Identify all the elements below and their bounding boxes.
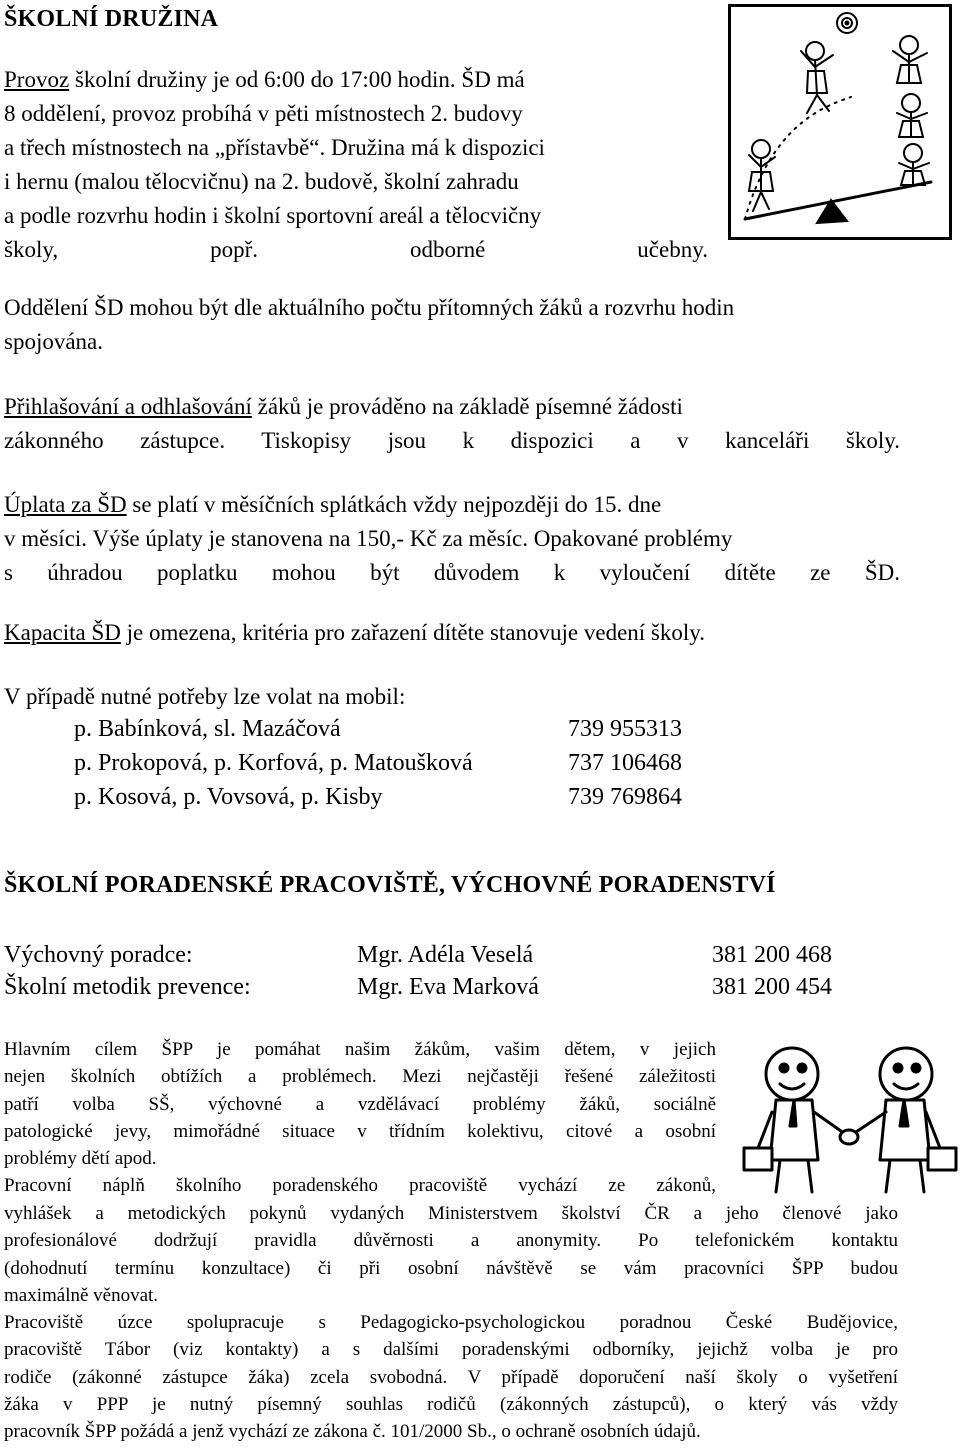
link-provoz[interactable]: Provoz xyxy=(4,67,70,92)
link-prihlasovani[interactable]: Přihlašování a odhlašování xyxy=(4,394,252,419)
text-line: nejen školních obtížích a problémech. Mezi nejčastěji řešené záležitosti xyxy=(4,1066,716,1088)
text-line: vyhlášek a metodických pokynů vydaných Ministerstvem školství ČR a jeho členové jako xyxy=(4,1203,898,1224)
text-line: s úhradou poplatku mohou být důvodem k vyloučení dítěte ze ŠD. xyxy=(4,560,900,585)
spp-text-bottom xyxy=(4,1200,898,1446)
text-line: spojována. xyxy=(4,329,104,354)
staff-name: Mgr. Adéla Veselá xyxy=(357,942,534,968)
seesaw-children-icon xyxy=(731,7,949,237)
handshake-icon xyxy=(740,1040,960,1200)
handshake-businessmen-illustration xyxy=(740,1040,960,1200)
text-line: školy, popř. odborné učebny. xyxy=(4,237,708,262)
text-line: je omezena, kritéria pro zařazení dítěte stanovuje vedení školy. xyxy=(120,620,706,645)
section-title-skolni-druzina: ŠKOLNÍ DRUŽINA xyxy=(4,6,219,32)
staff-role: Výchovný poradce: xyxy=(4,942,193,968)
contact-phone[interactable]: 737 106468 xyxy=(568,750,682,776)
text-line: pracovník ŠPP požádá a jenž vychází ze zákona č. 101/2000 Sb., o ochraně osobních údajů. xyxy=(4,1421,701,1443)
staff-role: Školní metodik prevence: xyxy=(4,974,251,1000)
text-line: v měsíci. Výše úplaty je stanovena na 150,- Kč za měsíc. Opakované problémy xyxy=(4,526,733,551)
text-line: Hlavním cílem ŠPP je pomáhat našim žákům, vašim dětem, v jejich xyxy=(4,1039,716,1060)
text-line: pracoviště Tábor (viz kontakty) a s dalšími poradenskými odborníky, jejichž volba je pro xyxy=(4,1339,898,1361)
contact-row xyxy=(74,712,341,746)
text-line: se platí v měsíčních splátkách vždy nejpozději do 15. dne xyxy=(126,492,662,517)
text-line: i hernu (malou tělocvičnu) na 2. budově, školní zahradu xyxy=(4,169,519,194)
staff-name: Mgr. Eva Marková xyxy=(357,974,539,1000)
spp-text-top xyxy=(4,1036,716,1200)
text-line: Pracovní náplň školního poradenského pracoviště vychází ze zákonů, xyxy=(4,1175,716,1197)
text-line: profesionálové dodržují pravidla důvěrnosti a anonymity. Po telefonickém kontaktu xyxy=(4,1230,898,1252)
text-line: problémy dětí apod. xyxy=(4,1148,157,1170)
staff-phone[interactable]: 381 200 454 xyxy=(712,974,832,1000)
contact-names: p. Kosová, p. Vovsová, p. Kisby xyxy=(74,784,383,810)
contact-phone[interactable]: 739 955313 xyxy=(568,716,682,742)
paragraph-kapacita xyxy=(4,616,904,650)
contact-names: p. Prokopová, p. Korfová, p. Matoušková xyxy=(74,750,473,776)
seesaw-children-illustration xyxy=(728,4,952,240)
contact-row xyxy=(74,780,382,814)
text-line: Pracoviště úzce spolupracuje s Pedagogicko-psychologickou poradnou České Budějovice, xyxy=(4,1312,898,1334)
mobile-intro: V případě nutné potřeby lze volat na mobil: xyxy=(4,684,406,709)
text-line: Oddělení ŠD mohou být dle aktuálního počtu přítomných žáků a rozvrhu hodin xyxy=(4,295,735,320)
text-line: zákonného zástupce. Tiskopisy jsou k dispozici a v kanceláři školy. xyxy=(4,428,900,453)
text-line: školní družiny je od 6:00 do 17:00 hodin. ŠD má xyxy=(69,67,525,92)
text-line: patří volba SŠ, výchovné a vzdělávací problémy žáků, sociálně xyxy=(4,1093,716,1115)
text-line: žáka v PPP je nutný písemný souhlas rodičů (zákonných zástupců), o který vás vždy xyxy=(4,1394,898,1416)
text-line: (dohodnutí termínu konzultace) či při osobní návštěvě se vám pracovníci ŠPP budou xyxy=(4,1257,898,1279)
paragraph-oddeleni xyxy=(4,291,904,359)
text-line: žáků je prováděno na základě písemné žádosti xyxy=(251,394,683,419)
text-line: a podle rozvrhu hodin i školní sportovní areál a tělocvičny xyxy=(4,203,542,228)
text-line: 8 oddělení, provoz probíhá v pěti místnostech 2. budovy xyxy=(4,101,523,126)
staff-phone[interactable]: 381 200 468 xyxy=(712,942,832,968)
section-title-spp: ŠKOLNÍ PORADENSKÉ PRACOVIŠTĚ, VÝCHOVNÉ PORADENSTVÍ xyxy=(4,872,776,898)
link-kapacita[interactable]: Kapacita ŠD xyxy=(4,620,121,645)
text-line: a třech místnostech na „přístavbě“. Družina má k dispozici xyxy=(4,135,545,160)
text-line: patologické jevy, mimořádné situace v třídním kolektivu, citové a osobní xyxy=(4,1120,716,1142)
contact-row xyxy=(74,746,473,780)
paragraph-uplata xyxy=(4,488,900,624)
link-uplata[interactable]: Úplata za ŠD xyxy=(4,492,127,517)
paragraph-provoz xyxy=(4,63,708,301)
text-line: rodiče (zákonné zástupce žáka) zcela svobodná. V případě doporučení naší školy o vyšetření xyxy=(4,1366,898,1388)
text-line: maximálně věnovat. xyxy=(4,1284,159,1306)
contact-names: p. Babínková, sl. Mazáčová xyxy=(74,716,341,742)
contact-phone[interactable]: 739 769864 xyxy=(568,784,682,810)
paragraph-prihlasovani xyxy=(4,390,900,492)
